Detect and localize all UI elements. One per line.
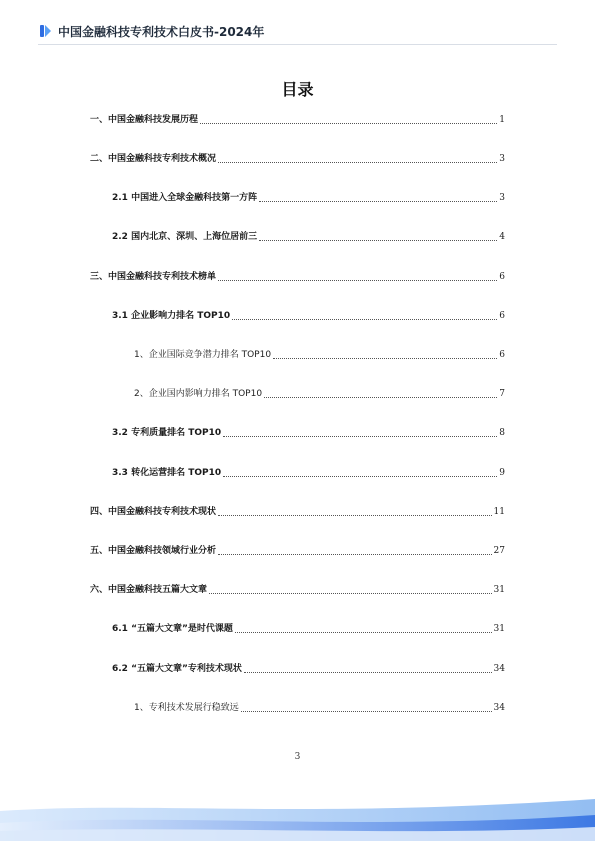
- toc-entry-page: 9: [499, 468, 505, 478]
- toc-leader-dots: [223, 436, 497, 437]
- toc-leader-dots: [223, 476, 497, 477]
- page-number: 3: [294, 752, 301, 762]
- brand-logo-icon: [38, 24, 54, 38]
- page-header: [38, 22, 557, 45]
- toc-entry-page: 34: [493, 664, 505, 674]
- toc-entry-page: 34: [493, 703, 505, 713]
- toc-leader-dots: [218, 162, 497, 163]
- toc-entry-page: 8: [499, 428, 505, 438]
- toc-leader-dots: [232, 319, 497, 320]
- toc-entry[interactable]: [134, 387, 505, 401]
- toc-leader-dots: [244, 672, 492, 673]
- toc-entry-label: 6.2 “五篇大文章”专利技术现状: [112, 664, 242, 674]
- toc-entry[interactable]: [90, 152, 505, 166]
- toc-entry[interactable]: [90, 270, 505, 284]
- toc-entry[interactable]: [134, 701, 505, 715]
- toc-entry-page: 7: [499, 389, 505, 399]
- toc-entry-label: 三、中国金融科技专利技术榜单: [90, 272, 217, 282]
- toc-entry-label: 1、专利技术发展行稳致远: [134, 703, 239, 713]
- toc-leader-dots: [259, 201, 497, 202]
- toc-leader-dots: [200, 123, 497, 124]
- toc-entry-label: 四、中国金融科技专利技术现状: [90, 507, 217, 517]
- toc-entry-label: 六、中国金融科技五篇大文章: [90, 585, 208, 595]
- toc-entry-page: 27: [493, 546, 505, 556]
- toc-entry[interactable]: [112, 466, 505, 480]
- toc-entry-page: 6: [499, 272, 505, 282]
- toc-title: 目录: [281, 80, 314, 99]
- toc-entry-page: 3: [499, 193, 505, 203]
- toc-entry-label: 2.2 国内北京、深圳、上海位居前三: [112, 232, 258, 242]
- toc-entry-page: 31: [493, 585, 505, 595]
- toc-entry-page: 6: [499, 350, 505, 360]
- toc-entry-page: 3: [499, 154, 505, 164]
- footer-wave-decoration: [0, 781, 595, 841]
- toc-entry-page: 6: [499, 311, 505, 321]
- toc-leader-dots: [218, 554, 492, 555]
- toc-entry-page: 11: [493, 507, 505, 517]
- toc-entry[interactable]: [112, 191, 505, 205]
- toc-entry-label: 1、企业国际竞争潜力排名 TOP10: [134, 350, 272, 360]
- toc-leader-dots: [273, 358, 497, 359]
- toc-leader-dots: [218, 280, 497, 281]
- toc-leader-dots: [209, 593, 492, 594]
- toc-entry[interactable]: [134, 348, 505, 362]
- toc-entry[interactable]: [112, 230, 505, 244]
- toc-entry-label: 3.1 企业影响力排名 TOP10: [112, 311, 231, 321]
- toc-entry-label: 五、中国金融科技领域行业分析: [90, 546, 217, 556]
- toc-entry[interactable]: [90, 544, 505, 558]
- toc-entry[interactable]: [90, 505, 505, 519]
- toc-leader-dots: [264, 397, 497, 398]
- toc-entry[interactable]: [90, 583, 505, 597]
- toc-entry[interactable]: [112, 622, 505, 636]
- toc-entry-label: 二、中国金融科技专利技术概况: [90, 154, 217, 164]
- toc-entry-label: 6.1 “五篇大文章”是时代课题: [112, 624, 233, 634]
- toc-entry[interactable]: [112, 426, 505, 440]
- toc-leader-dots: [235, 632, 492, 633]
- toc-entry-label: 2.1 中国进入全球金融科技第一方阵: [112, 193, 258, 203]
- toc-entry-label: 一、中国金融科技发展历程: [90, 115, 199, 125]
- toc-entry[interactable]: [112, 309, 505, 323]
- toc-leader-dots: [241, 711, 492, 712]
- toc-leader-dots: [259, 240, 497, 241]
- toc-leader-dots: [218, 515, 492, 516]
- toc-entry-page: 1: [499, 115, 505, 125]
- toc-entry-label: 2、企业国内影响力排名 TOP10: [134, 389, 263, 399]
- toc-entry-label: 3.3 转化运营排名 TOP10: [112, 468, 222, 478]
- toc-entry-label: 3.2 专利质量排名 TOP10: [112, 428, 222, 438]
- toc-entry[interactable]: [90, 113, 505, 127]
- toc-entry-page: 31: [493, 624, 505, 634]
- toc-entry[interactable]: [112, 662, 505, 676]
- header-title: 中国金融科技专利技术白皮书-2024年: [58, 24, 265, 39]
- toc-entry-page: 4: [499, 232, 505, 242]
